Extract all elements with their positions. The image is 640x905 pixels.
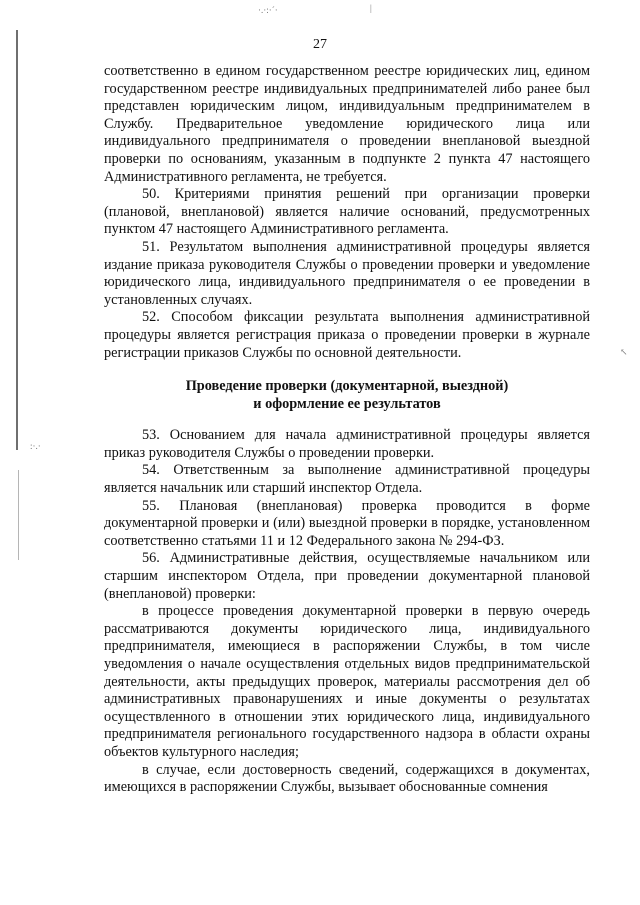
paragraph: 53. Основанием для начала административной процедуры является приказ руководителя Службы о проведении проверки. xyxy=(104,427,590,461)
paragraph: соответственно в едином государственном реестре юридических лиц, едином государственном реестре индивидуальных предпринимателей либо ранее был представлен юридическим лицом, индивидуальным предпринимателем в Службу. Предварительное уведомление юридического лица или индивидуального предпринимателя о проведении внеплановой выездной проверки по основаниям, указанным в подпункте 2 пункта 47 настоящего Административного регламента, не требуется. xyxy=(104,63,590,185)
scan-edge-line xyxy=(18,470,19,560)
scan-speck: ·.·:·´· xyxy=(258,5,278,15)
paragraph: 52. Способом фиксации результата выполнения административной процедуры является регистрация приказа о проведении проверки в журнале регистрации приказов Службы по основной деятельности. xyxy=(104,309,590,361)
scan-speck: | xyxy=(370,3,372,13)
scan-speck: :·.· xyxy=(30,441,41,451)
paragraph: 55. Плановая (внеплановая) проверка проводится в форме документарной проверки и (или) выездной проверки в порядке, установленном соответственно статьями 11 и 12 Федерального закона № 294-ФЗ. xyxy=(104,497,590,549)
paragraph: 56. Административные действия, осуществляемые начальником или старшим инспектором Отдела, при проведении документарной плановой (внеплановой) проверки: xyxy=(104,550,590,602)
document-body xyxy=(104,63,590,797)
paragraph: 54. Ответственным за выполнение административной процедуры является начальник или старший инспектор Отдела. xyxy=(104,462,590,497)
section-heading xyxy=(104,378,590,413)
paragraph: 51. Результатом выполнения административной процедуры является издание приказа руководителя Службы о проведении проверки и уведомление юридического лица, индивидуального предпринимателя о ее проведении в установленных случаях. xyxy=(104,238,590,308)
paragraph: в процессе проведения документарной проверки в первую очередь рассматриваются документы юридического лица, индивидуального предпринимателя, имеющиеся в распоряжении Службы, в том числе уведомления о начале осуществления отдельных видов предпринимательской деятельности, акты предыдущих проверок, материалы рассмотрения дел об административных правонарушениях и иные документы о результатах осуществленного в отношении этих юридического лица, индивидуального предпринимателя регионального государственного надзора в области охраны объектов культурного наследия; xyxy=(104,603,590,760)
section-heading-line: и оформление ее результатов xyxy=(253,395,441,412)
scan-speck: ↖ xyxy=(620,347,628,357)
paragraph: в случае, если достоверность сведений, содержащихся в документах, имеющихся в распоряжении Службы, вызывает обоснованные сомнения xyxy=(104,761,590,796)
scan-edge-line xyxy=(16,30,18,450)
paragraph: 50. Критериями принятия решений при организации проверки (плановой, внеплановой) является наличие оснований, предусмотренных пунктом 47 настоящего Административного регламента. xyxy=(104,186,590,238)
section-heading-line: Проведение проверки (документарной, выездной) xyxy=(185,378,509,395)
page-number: 27 xyxy=(313,37,327,52)
